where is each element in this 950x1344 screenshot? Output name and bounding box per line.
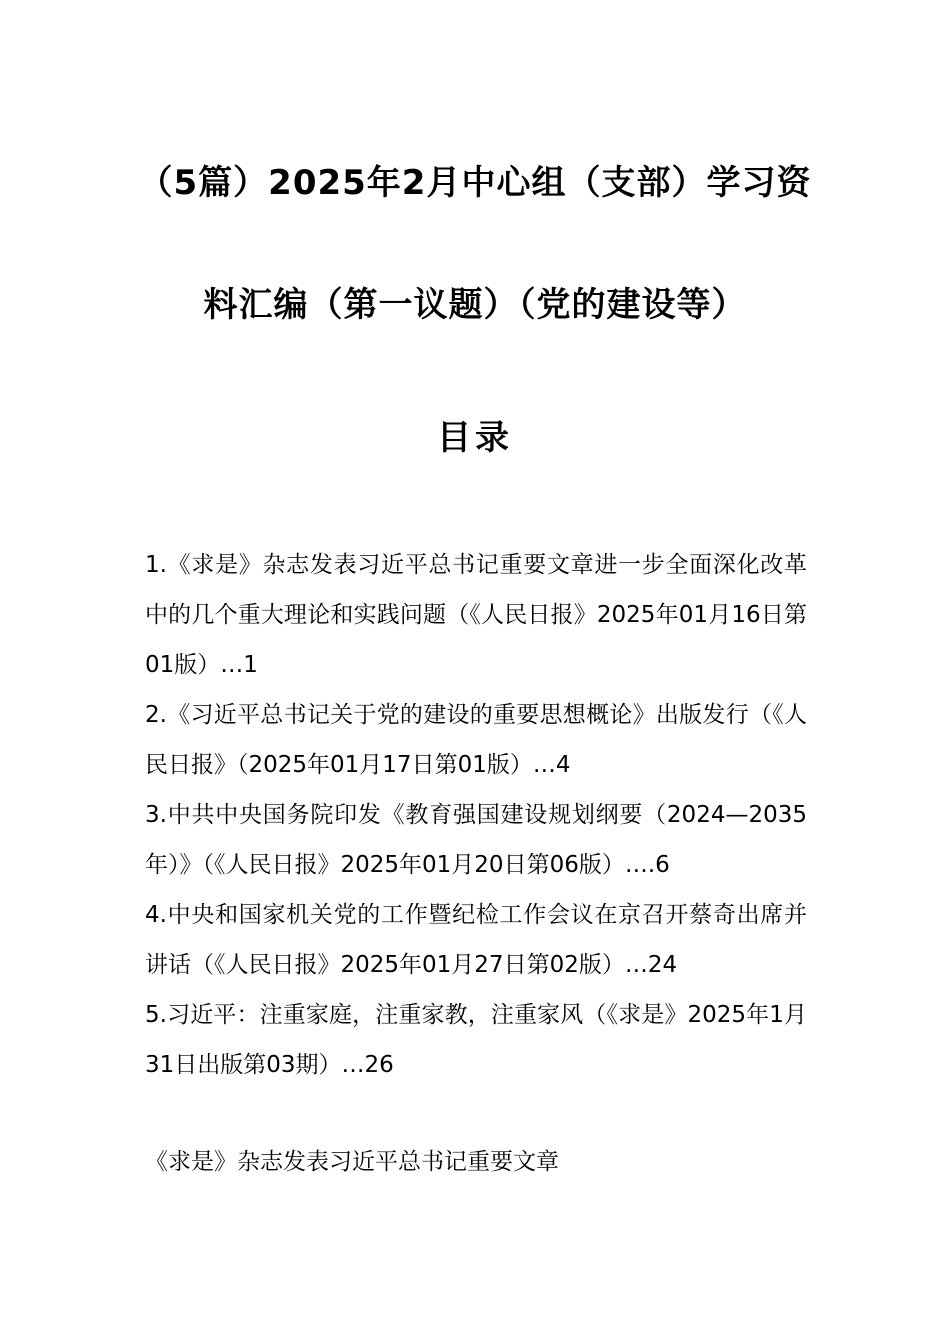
toc-entry-number: 4. xyxy=(145,902,167,928)
toc-entry-text: 《习近平总书记关于党的建设的重要思想概论》出版发行（《人民日报》（2025年01月17日第01版） xyxy=(145,702,807,778)
toc-entry-page: …1 xyxy=(220,652,258,678)
toc-entry-page: ….6 xyxy=(624,852,670,878)
toc-entry-text: 习近平：注重家庭，注重家教，注重家风（《求是》2025年1月31日出版第03期） xyxy=(145,1002,807,1078)
toc-entry-page: …4 xyxy=(532,752,571,778)
toc-entry-1[interactable] xyxy=(145,540,807,690)
toc-entry-text: 中央和国家机关党的工作暨纪检工作会议在京召开蔡奇出席并讲话（《人民日报》2025年01月27日第02版） xyxy=(145,902,807,978)
body-text-start: 《求是》杂志发表习近平总书记重要文章 xyxy=(145,1149,559,1175)
toc-entry-5[interactable] xyxy=(145,990,807,1090)
toc-entry-page: …24 xyxy=(624,952,678,978)
toc-heading: 目录 xyxy=(437,418,513,458)
toc-entry-4[interactable] xyxy=(145,890,807,990)
toc-entry-number: 3. xyxy=(145,802,167,828)
toc-entry-number: 2. xyxy=(145,702,167,728)
document-title-line-2: 料汇编（第一议题）（党的建设等） xyxy=(203,285,747,325)
toc-entry-number: 5. xyxy=(145,1002,167,1028)
toc-entry-2[interactable] xyxy=(145,690,807,790)
document-title-line-1: （5篇）2025年2月中心组（支部）学习资 xyxy=(138,163,812,203)
toc-entry-3[interactable] xyxy=(145,790,807,890)
toc-entry-page: …26 xyxy=(341,1052,394,1078)
toc-entry-number: 1. xyxy=(145,552,167,578)
toc-entry-text: 《求是》杂志发表习近平总书记重要文章进一步全面深化改革中的几个重大理论和实践问题（《人民日报》2025年01月16日第01版） xyxy=(145,552,807,678)
toc-entry-text: 中共中央国务院印发《教育强国建设规划纲要（2024—2035年）》（《人民日报》2025年01月20日第06版） xyxy=(145,802,807,878)
table-of-contents xyxy=(145,540,807,1090)
